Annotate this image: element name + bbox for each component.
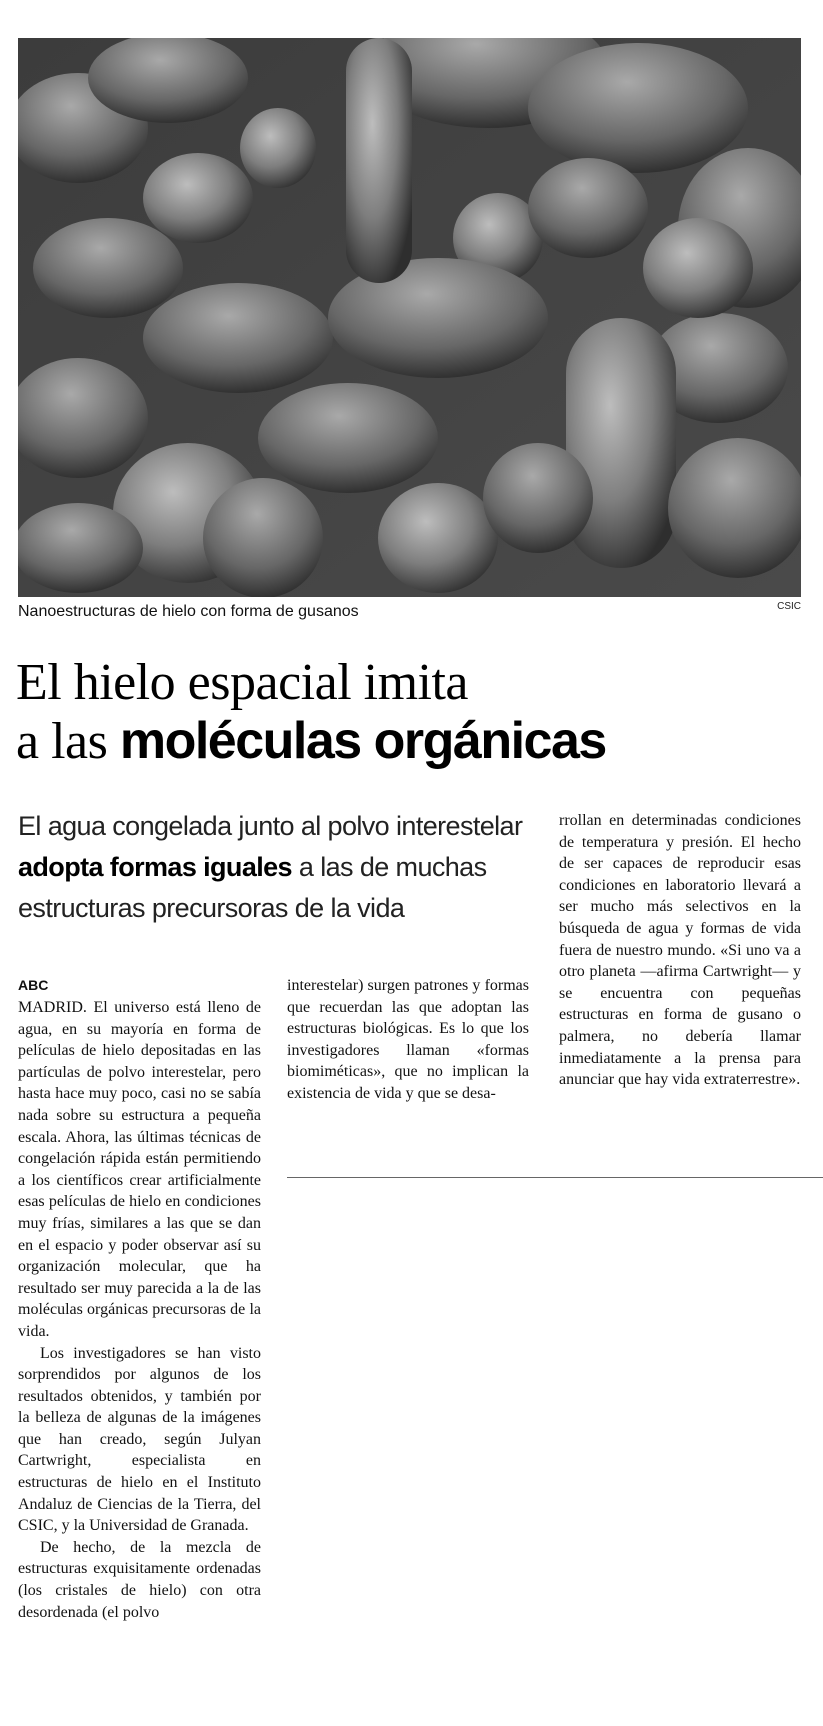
deck-bold: adopta formas iguales (18, 852, 292, 882)
article-paragraph: MADRID. El universo está lleno de agua, en su mayoría en forma de películas de hielo depositadas en las partículas de polvo interestelar, pero hasta hace muy poco, casi no se sabía nada sobre su estructura a pequeña escala. Ahora, las últimas técnicas de congelación rápida están permitiendo a los científicos crear artificialmente esas películas de hielo en condiciones muy frías, similares a las que se dan en el espacio y poder observar así su organización molecular, que ha resultado ser muy parecida a la de las moléculas orgánicas precursoras de la vida. (18, 999, 261, 1340)
photo-caption: Nanoestructuras de hielo con forma de gusanos (18, 603, 359, 620)
headline (16, 654, 806, 771)
article-paragraph: De hecho, de la mezcla de estructuras exquisitamente ordenadas (los cristales de hielo) con otra desordenada (el polvo (18, 1538, 261, 1621)
deck-part2: a las de muchas estructuras precursoras de la vida (18, 852, 487, 923)
headline-line2-bold: moléculas orgánicas (119, 712, 606, 770)
article-paragraph: interestelar) surgen patrones y formas que recuerdan las que adoptan las estructuras biológicas. Es lo que los investigadores llaman «formas biomiméticas», que no implican la existencia de vida y que se desa- (287, 977, 529, 1102)
deck-part1: El agua congelada junto al polvo interestelar (18, 811, 523, 841)
byline: ABC (18, 977, 49, 993)
deck-subtitle (18, 806, 543, 929)
article-paragraph: rrollan en determinadas condiciones de temperatura y presión. El hecho de ser capaces de reproducir esas condiciones en laboratorio llevará a ser mucho más selectivos en la búsqueda de agua y formas de vida fuera de nuestro mundo. «Si uno va a otro planeta —afirma Cartwright— y se encuentra con pequeñas estructuras en forma de gusano o palmera, no debería llamar inmediatamente a la prensa para anunciar que hay vida extraterrestre». (559, 812, 801, 1089)
photo-credit: CSIC (777, 601, 801, 612)
article-column-2 (287, 975, 529, 1105)
headline-line1: El hielo espacial imita (16, 654, 469, 711)
article-paragraph: Los investigadores se han visto sorprendidos por algunos de los resultados obtenidos, y también por la belleza de algunas de la imágenes que han creado, según Julyan Cartwright, especialista en estructuras de hielo en el Instituto Andaluz de Ciencias de la Tierra, del CSIC, y la Universidad de Granada. (18, 1344, 261, 1535)
column-divider-rule (287, 1177, 823, 1178)
ice-nanostructures-image (18, 38, 801, 597)
article-photo (18, 38, 801, 597)
article-column-3 (559, 810, 801, 1091)
headline-line2 (16, 712, 806, 771)
article-column-1 (18, 997, 261, 1623)
headline-line2-regular: a las (16, 713, 120, 770)
